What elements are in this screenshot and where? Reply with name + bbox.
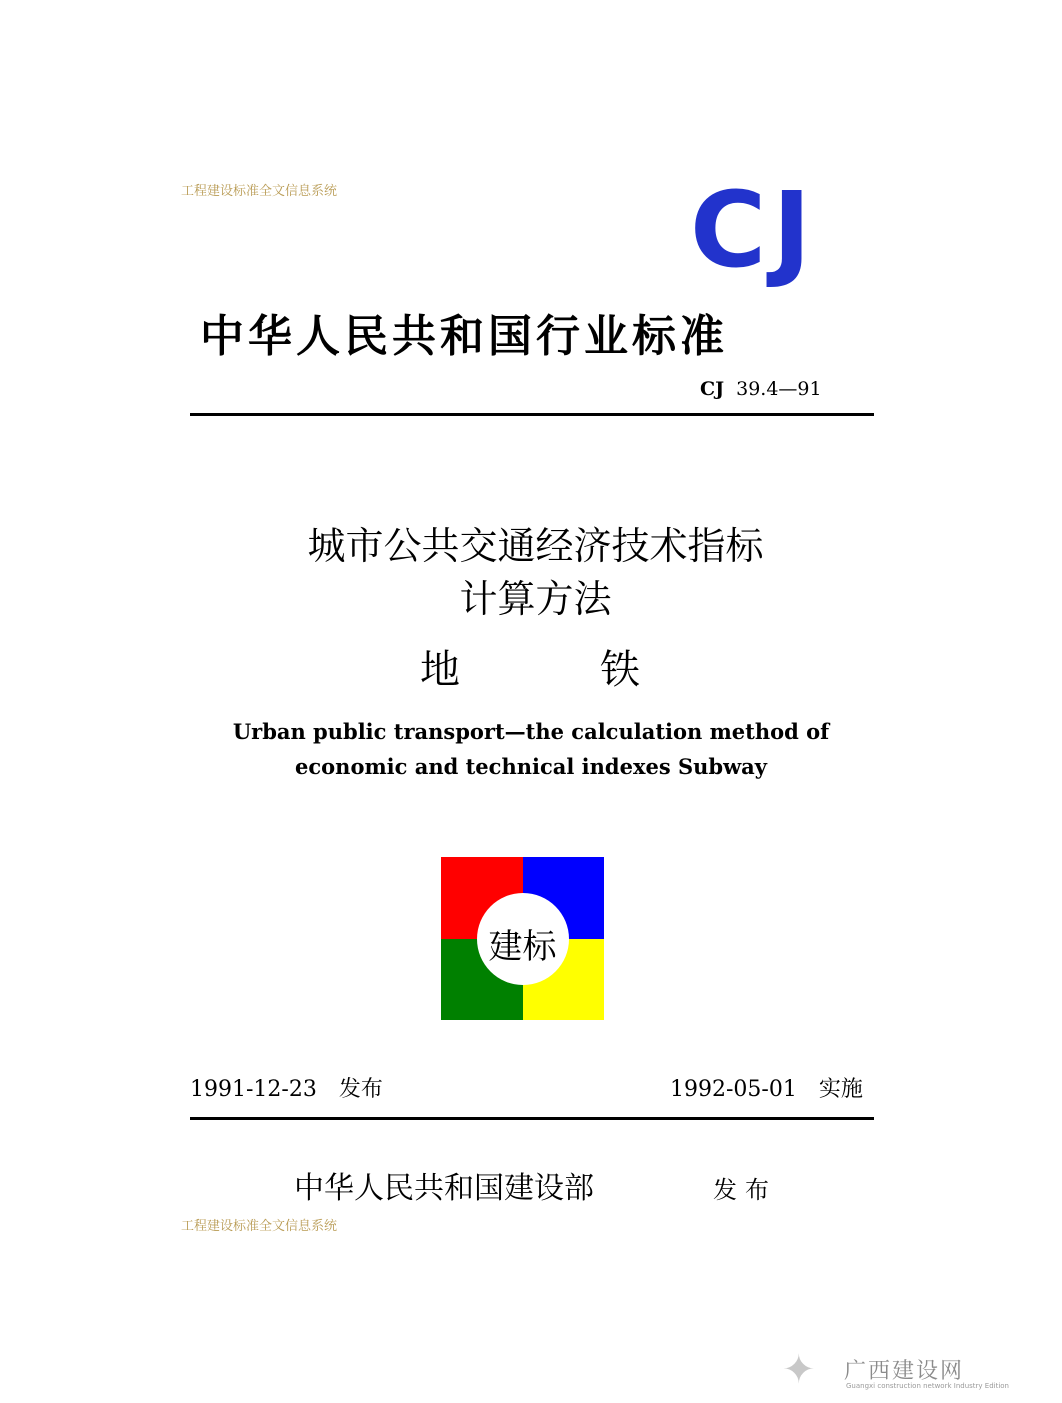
title-zh-line3-char1: 地 xyxy=(420,647,460,693)
issue-date-value: 1991-12-23 xyxy=(190,1077,317,1102)
implementation-date-label: 实施 xyxy=(818,1077,863,1102)
title-zh-line2: 计算方法 xyxy=(459,577,612,621)
publisher: 中华人民共和国建设部 xyxy=(294,1171,594,1206)
watermark-top: 工程建设标准全文信息系统 xyxy=(181,184,338,199)
watermark-bottom: 工程建设标准全文信息系统 xyxy=(181,1219,338,1234)
standard-category-title: 中华人民共和国行业标准 xyxy=(200,311,728,362)
title-zh-line1: 城市公共交通经济技术指标 xyxy=(307,524,764,568)
jianbiao-logo xyxy=(441,857,604,1020)
standard-code-number: 39.4—91 xyxy=(736,378,822,400)
title-zh-line3 xyxy=(0,638,991,693)
issue-date xyxy=(190,1072,383,1103)
standard-code xyxy=(700,378,860,400)
bottom-divider xyxy=(190,1117,874,1120)
cj-logo: CJ xyxy=(690,169,818,291)
guangxi-logo-subtitle: Guangxi construction network Industry Edition xyxy=(846,1382,1009,1390)
title-zh-line3-char2: 铁 xyxy=(600,647,640,693)
title-en-line2: economic and technical indexes Subway xyxy=(295,754,767,779)
title-en-line1: Urban public transport—the calculation method of xyxy=(232,719,830,744)
guangxi-construction-logo xyxy=(782,1347,1009,1394)
implementation-date xyxy=(670,1072,863,1103)
standard-code-prefix: CJ xyxy=(700,378,725,400)
guangxi-logo-name: 广西建设网 xyxy=(844,1359,965,1384)
star-icon: ✦ xyxy=(782,1347,816,1393)
issue-date-label: 发布 xyxy=(338,1077,383,1102)
top-divider xyxy=(190,413,874,416)
logo-text: 建标 xyxy=(488,927,557,967)
implementation-date-value: 1992-05-01 xyxy=(670,1077,797,1102)
publish-label: 发布 xyxy=(713,1176,777,1204)
